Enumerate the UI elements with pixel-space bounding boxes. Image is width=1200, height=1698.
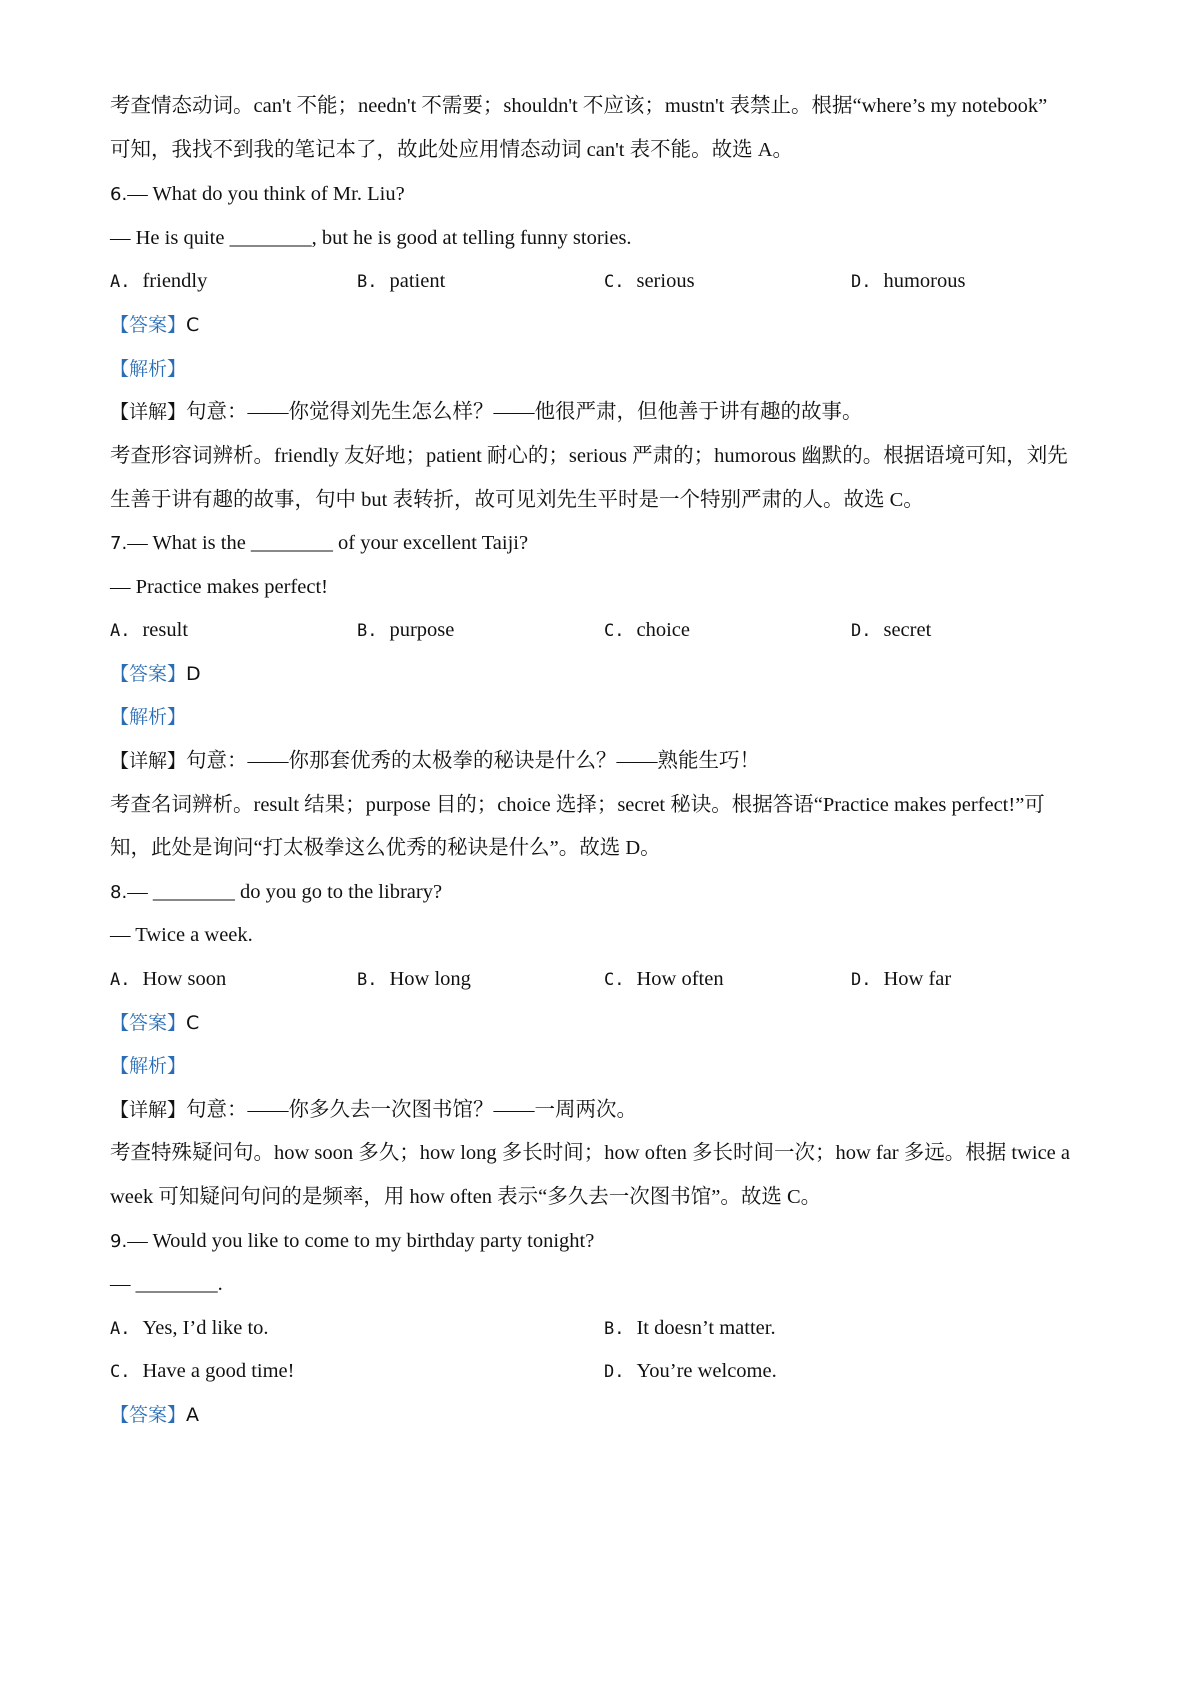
option-b bbox=[357, 965, 471, 994]
explanation-line: 考查名词辨析。result 结果；purpose 目的；choice 选择；secret 秘诀。根据答语“Practice makes perfect!”可 bbox=[110, 794, 1045, 816]
option-letter: B. bbox=[357, 621, 378, 641]
option-text: How often bbox=[636, 968, 724, 990]
option-letter: C. bbox=[604, 970, 625, 990]
explanation-line: 考查特殊疑问句。how soon 多久；how long 多长时间；how often 多长时间一次；how far 多远。根据 twice a bbox=[110, 1142, 1071, 1164]
analysis-line bbox=[110, 355, 1110, 383]
question-number: 7. bbox=[110, 533, 128, 554]
detail-text: 句意：——你那套优秀的太极拳的秘诀是什么？——熟能生巧！ bbox=[186, 750, 761, 772]
analysis-label: 【解析】 bbox=[110, 706, 187, 728]
option-text: Yes, I’d like to. bbox=[142, 1317, 269, 1339]
option-d bbox=[851, 616, 931, 645]
option-letter: C. bbox=[110, 1362, 131, 1382]
option-text: How far bbox=[883, 968, 952, 990]
option-c bbox=[604, 267, 695, 296]
answer-label: 【答案】 bbox=[110, 314, 187, 336]
option-d bbox=[604, 1357, 777, 1386]
option-text: result bbox=[142, 619, 189, 641]
option-text: It doesn’t matter. bbox=[636, 1317, 776, 1339]
question-text: — Would you like to come to my birthday party tonight? bbox=[127, 1230, 595, 1252]
option-letter: D. bbox=[851, 272, 872, 292]
answer-label: 【答案】 bbox=[110, 1012, 187, 1034]
option-text: You’re welcome. bbox=[636, 1360, 777, 1382]
explanation-line: 考查形容词辨析。friendly 友好地；patient 耐心的；serious 严肃的；humorous 幽默的。根据语境可知，刘先 bbox=[110, 445, 1068, 467]
explanation-line: 考查情态动词。can't 不能；needn't 不需要；shouldn't 不应该；mustn't 表禁止。根据“where’s my notebook” bbox=[110, 95, 1048, 117]
option-d bbox=[851, 267, 965, 296]
question-7-options bbox=[110, 616, 1110, 644]
analysis-line bbox=[110, 703, 1110, 731]
option-letter: B. bbox=[357, 272, 378, 292]
option-d bbox=[851, 965, 951, 994]
detail-text: 句意：——你觉得刘先生怎么样？——他很严肃，但他善于讲有趣的故事。 bbox=[186, 401, 863, 423]
question-9-options-row-1 bbox=[110, 1314, 1110, 1342]
analysis-line bbox=[110, 1052, 1110, 1080]
question-text: — What is the ________ of your excellent Taiji? bbox=[127, 532, 529, 554]
option-text: secret bbox=[883, 619, 932, 641]
answer-label: 【答案】 bbox=[110, 663, 187, 685]
option-c bbox=[604, 965, 724, 994]
question-number: 6. bbox=[110, 184, 128, 205]
option-b bbox=[357, 267, 445, 296]
explanation-line: 知，此处是询问“打太极拳这么优秀的秘诀是什么”。故选 D。 bbox=[110, 837, 661, 859]
answer-line bbox=[110, 1401, 1110, 1429]
detail-label: 【详解】 bbox=[110, 401, 187, 423]
option-text: choice bbox=[636, 619, 690, 641]
option-c bbox=[604, 616, 690, 645]
option-letter: C. bbox=[604, 621, 625, 641]
question-9-stem bbox=[110, 1227, 1110, 1256]
option-letter: A. bbox=[110, 1319, 131, 1339]
answer-value: A bbox=[186, 1404, 200, 1426]
answer-value: D bbox=[186, 663, 201, 685]
question-7-stem bbox=[110, 529, 1110, 558]
option-b bbox=[357, 616, 454, 645]
detail-line bbox=[110, 398, 1110, 426]
explanation-line: 生善于讲有趣的故事，句中 but 表转折，故可见刘先生平时是一个特别严肃的人。故选 C。 bbox=[110, 489, 924, 511]
question-8-response: — Twice a week. bbox=[110, 924, 253, 946]
question-7-response: — Practice makes perfect! bbox=[110, 576, 328, 598]
option-text: How soon bbox=[142, 968, 227, 990]
question-number: 9. bbox=[110, 1231, 128, 1252]
question-6-options bbox=[110, 267, 1110, 295]
question-6-response: — He is quite ________, but he is good at telling funny stories. bbox=[110, 227, 632, 249]
answer-value: C bbox=[186, 1012, 200, 1034]
option-text: How long bbox=[389, 968, 471, 990]
option-letter: A. bbox=[110, 970, 131, 990]
option-letter: C. bbox=[604, 272, 625, 292]
option-a bbox=[110, 965, 226, 994]
option-letter: A. bbox=[110, 621, 131, 641]
option-letter: B. bbox=[604, 1319, 625, 1339]
analysis-label: 【解析】 bbox=[110, 1055, 187, 1077]
question-9-response: — ________. bbox=[110, 1273, 223, 1295]
option-letter: A. bbox=[110, 272, 131, 292]
answer-line bbox=[110, 660, 1110, 688]
explanation-line: week 可知疑问句问的是频率，用 how often 表示“多久去一次图书馆”。故选 C。 bbox=[110, 1186, 822, 1208]
option-letter: B. bbox=[357, 970, 378, 990]
option-text: friendly bbox=[142, 270, 208, 292]
option-text: patient bbox=[389, 270, 446, 292]
explanation-line: 可知，我找不到我的笔记本了，故此处应用情态动词 can't 表不能。故选 A。 bbox=[110, 139, 794, 161]
answer-line bbox=[110, 1009, 1110, 1037]
detail-label: 【详解】 bbox=[110, 1099, 187, 1121]
option-a bbox=[110, 1314, 269, 1343]
analysis-label: 【解析】 bbox=[110, 358, 187, 380]
detail-line bbox=[110, 747, 1110, 775]
option-text: purpose bbox=[389, 619, 455, 641]
question-8-options bbox=[110, 965, 1110, 993]
question-number: 8. bbox=[110, 882, 128, 903]
option-letter: D. bbox=[851, 621, 872, 641]
option-text: Have a good time! bbox=[142, 1360, 295, 1382]
option-b bbox=[604, 1314, 776, 1343]
option-letter: D. bbox=[604, 1362, 625, 1382]
detail-label: 【详解】 bbox=[110, 750, 187, 772]
option-c bbox=[110, 1357, 294, 1386]
option-letter: D. bbox=[851, 970, 872, 990]
question-8-stem bbox=[110, 878, 1110, 907]
question-9-options-row-2 bbox=[110, 1357, 1110, 1385]
question-text: — ________ do you go to the library? bbox=[127, 881, 443, 903]
option-text: serious bbox=[636, 270, 695, 292]
question-6-stem bbox=[110, 180, 1110, 209]
question-text: — What do you think of Mr. Liu? bbox=[127, 183, 405, 205]
answer-label: 【答案】 bbox=[110, 1404, 187, 1426]
detail-text: 句意：——你多久去一次图书馆？——一周两次。 bbox=[186, 1099, 638, 1121]
option-a bbox=[110, 616, 188, 645]
option-a bbox=[110, 267, 207, 296]
detail-line bbox=[110, 1096, 1110, 1124]
answer-value: C bbox=[186, 314, 200, 336]
answer-line bbox=[110, 311, 1110, 339]
option-text: humorous bbox=[883, 270, 966, 292]
